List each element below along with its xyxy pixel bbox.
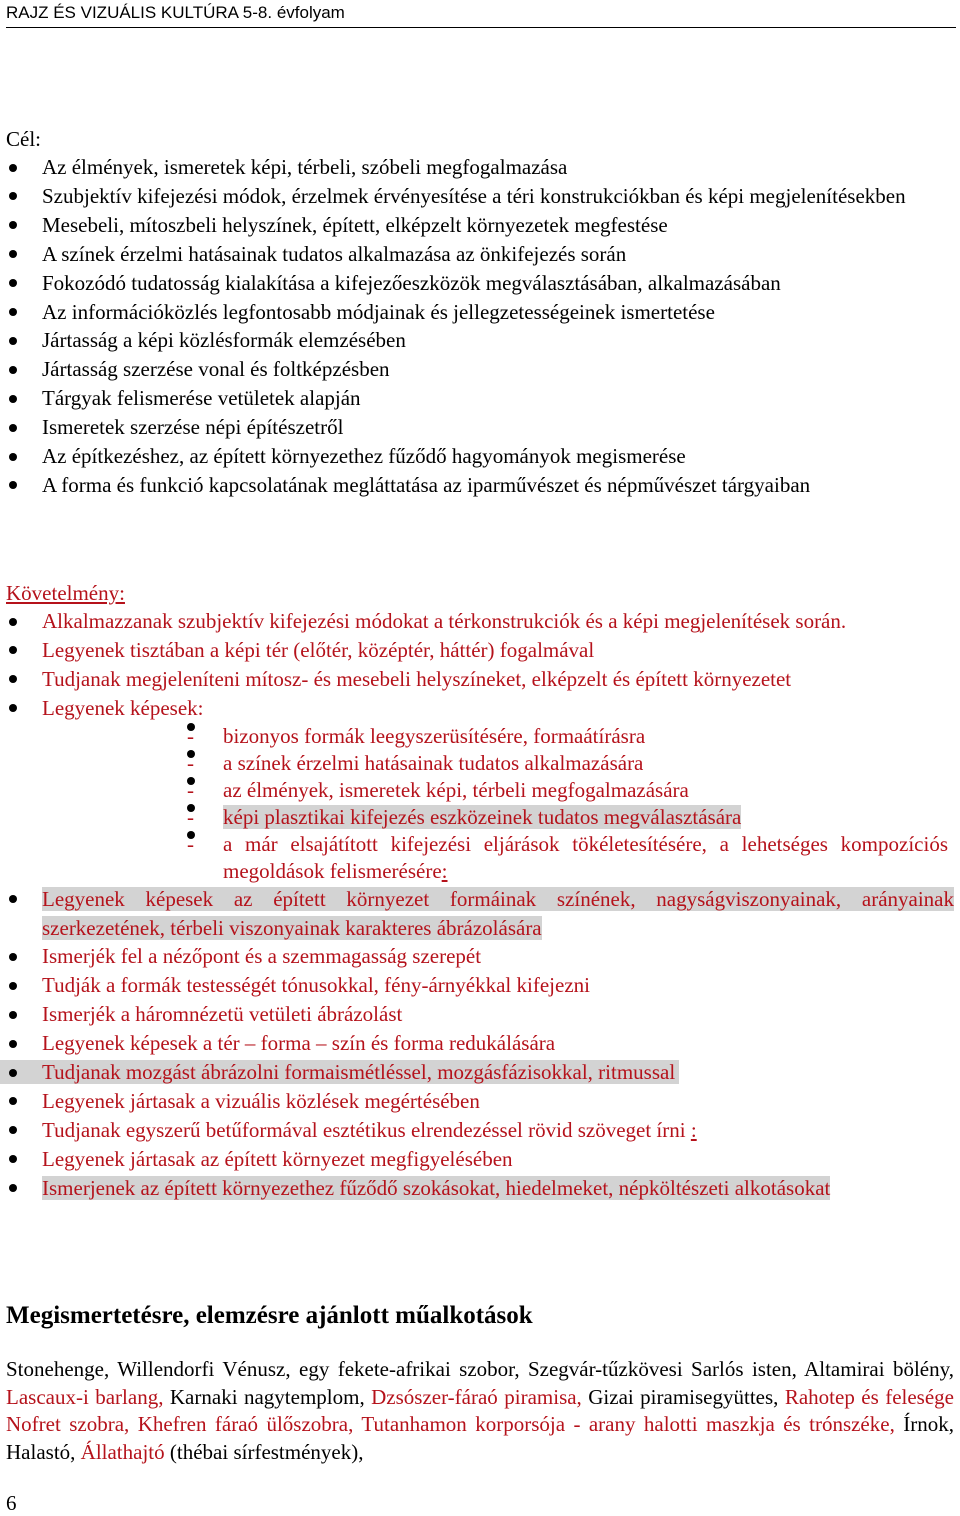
artworks-text: Stonehenge, Willendorfi Vénusz, egy fekete-afrikai szobor, Szegvár-tűzkövesi Sarlós isten, Altamirai bölény,: [6, 1357, 954, 1381]
section-heading: Megismertetésre, elemzésre ajánlott műalkotások: [6, 1302, 533, 1329]
artworks-text-red: Rahotep és felesége Nofret szobra, Khefren fáraó ülőszobra, Tutanhamon korporsója - arany halotti maszkja és trónszéke,: [6, 1384, 954, 1436]
dash-item: - az élmények, ismeretek képi, térbeli megfogalmazására: [42, 777, 954, 804]
list-item: [0, 1116, 960, 1145]
artworks-text-red: Állathajtó: [80, 1439, 165, 1464]
list-item: Fokozódó tudatosság kialakítása a kifejezőeszközök megválasztásában, alkalmazásában: [0, 269, 960, 298]
list-item: Legyenek tisztában a képi tér (előtér, középtér, háttér) fogalmával: [0, 636, 960, 665]
artworks-text-red: Dzsószer-fáraó piramisa,: [371, 1384, 582, 1409]
dash-item: [42, 804, 954, 831]
cel-list: [0, 153, 960, 500]
list-item: Legyenek jártasak a vizuális közlések megértésében: [0, 1087, 960, 1116]
list-item-label: Legyenek képesek:: [42, 695, 204, 720]
list-item: [0, 1058, 960, 1087]
dash-item: - a színek érzelmi hatásainak tudatos alkalmazására: [42, 750, 954, 777]
page-number: 6: [6, 1491, 17, 1515]
artworks-text: Karnaki nagytemplom,: [163, 1384, 372, 1409]
highlighted-text: Tudjanak mozgást ábrázolni formaismétléssel, mozgásfázisokkal, ritmussal: [0, 1060, 679, 1084]
list-item: Ismerjék a háromnézetü vetületi ábrázolást: [0, 1000, 960, 1029]
list-item: Szubjektív kifejezési módok, érzelmek érvényesítése a téri konstrukciókban és képi megjelenítésekben: [0, 182, 960, 211]
list-item: Mesebeli, mítoszbeli helyszínek, épített, elképzelt környezetek megfestése: [0, 211, 960, 240]
list-item: Tudják a formák testességét tónusokkal, fény-árnyékkal kifejezni: [0, 971, 960, 1000]
artworks-text: Írnok, Halastó,: [6, 1412, 954, 1464]
dash-item: [42, 831, 954, 885]
artworks-text: Gizai piramisegyüttes,: [581, 1384, 785, 1409]
list-item: Alkalmazzanak szubjektív kifejezési módokat a térkonstrukciók és a képi megjelenítések során.: [0, 607, 960, 636]
list-item: Ismerjék fel a nézőpont és a szemmagasság szerepét: [0, 942, 960, 971]
highlighted-text: Ismerjenek az épített környezethez fűződő szokásokat, hiedelmeket, népköltészeti alkotásokat: [42, 1175, 831, 1200]
highlighted-text: Legyenek képesek az épített környezet formáinak színének, nagyságviszonyainak, arányainak szerkezetének, térbeli viszonyainak karakteres ábrázolására: [42, 886, 954, 940]
page-header: [6, 0, 956, 28]
list-item-colon: :: [690, 1117, 697, 1142]
list-item: Az építkezéshez, az épített környezethez fűződő hagyományok megismerése: [0, 442, 960, 471]
list-item: Jártasság a képi közlésformák elemzésében: [0, 326, 960, 355]
list-item: Legyenek jártasak az épített környezet megfigyelésében: [0, 1145, 960, 1174]
list-item: [0, 1174, 960, 1203]
list-item: A színek érzelmi hatásainak tudatos alkalmazása az önkifejezés során: [0, 240, 960, 269]
dash-list: [42, 723, 954, 885]
dash-item: - bizonyos formák leegyszerüsítésére, formaátírásra: [42, 723, 954, 750]
list-item: A forma és funkció kapcsolatának megláttatása az iparművészet és népművészet tárgyaiban: [0, 471, 960, 500]
list-item: Tárgyak felismerése vetületek alapján: [0, 384, 960, 413]
cel-label: Cél:: [6, 127, 41, 151]
list-item: Ismeretek szerzése népi építészetről: [0, 413, 960, 442]
kovetelmeny-list: [0, 607, 960, 1203]
highlighted-text: képi plasztikai kifejezés eszközeinek tudatos megválasztására: [223, 804, 742, 829]
artworks-text: (thébai sírfestmények),: [164, 1439, 364, 1464]
list-item: Tudjanak megjeleníteni mítosz- és mesebeli helyszíneket, elképzelt és épített környezetet: [0, 665, 960, 694]
list-item: Jártasság szerzése vonal és foltképzésben: [0, 355, 960, 384]
list-item-text: Tudjanak egyszerű betűformával esztétikus elrendezéssel rövid szöveget írni: [42, 1117, 691, 1142]
dash-item-text: a már elsajátított kifejezési eljárások tökéletesítésére, a lehetséges kompozíciós megoldások felismerésére: [223, 831, 948, 883]
dash-item-colon: :: [441, 858, 448, 883]
list-item: [0, 694, 960, 885]
list-item: Legyenek képesek a tér – forma – szín és forma redukálására: [0, 1029, 960, 1058]
header-title: RAJZ ÉS VIZUÁLIS KULTÚRA 5-8. évfolyam: [6, 3, 345, 22]
artworks-text-red: Lascaux-i barlang,: [6, 1384, 164, 1409]
list-item: Az információközlés legfontosabb módjainak és jellegzetességeinek ismertetése: [0, 298, 960, 327]
list-item: Az élmények, ismeretek képi, térbeli, szóbeli megfogalmazása: [0, 153, 960, 182]
kovetelmeny-label: Követelmény:: [6, 581, 125, 605]
artworks-paragraph: [6, 1356, 954, 1466]
list-item: [0, 885, 960, 943]
